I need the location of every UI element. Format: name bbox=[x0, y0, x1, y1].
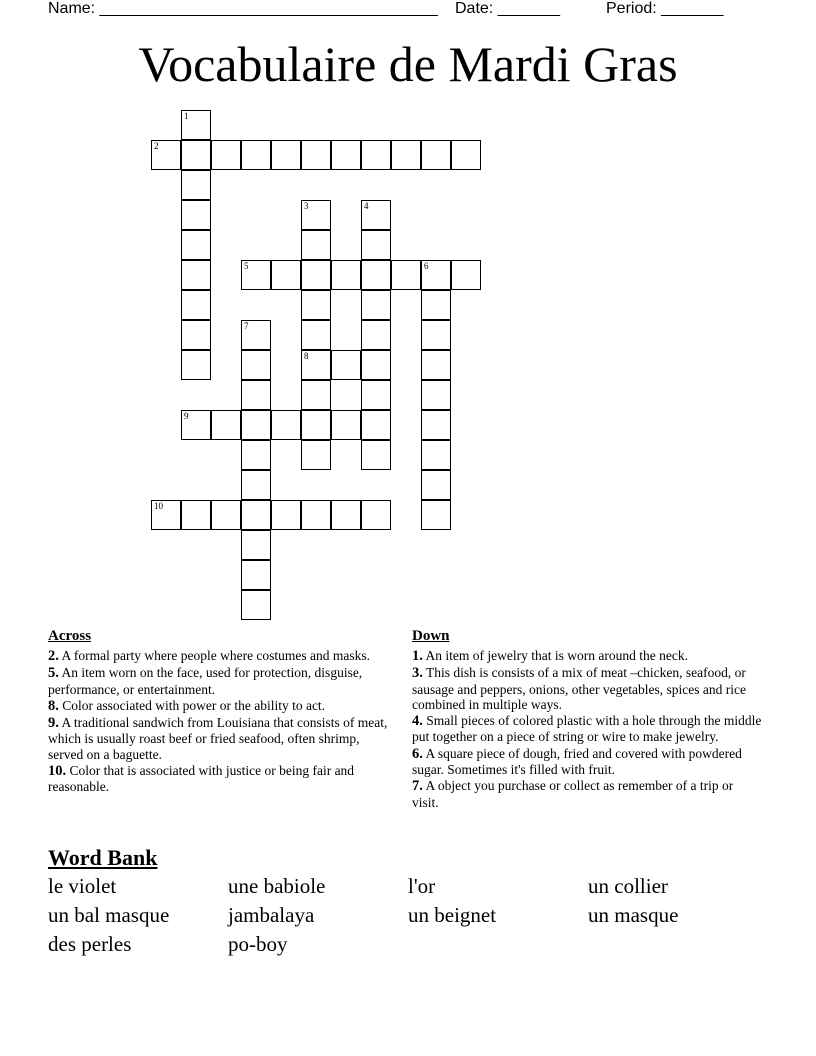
clue-down-6: 6. A square piece of dough, fried and covered with powdered sugar. Sometimes it's filled with fruit. bbox=[412, 745, 742, 778]
crossword-cell[interactable] bbox=[181, 500, 211, 530]
clue-across-8: 8. Color associated with power or the ability to act. bbox=[48, 697, 326, 714]
crossword-cell[interactable] bbox=[421, 410, 451, 440]
word-bank-item: po-boy bbox=[228, 932, 288, 956]
crossword-cell[interactable] bbox=[241, 350, 271, 380]
crossword-cell[interactable] bbox=[301, 410, 331, 440]
crossword-cell[interactable] bbox=[181, 230, 211, 260]
clue-number: 3 bbox=[304, 201, 309, 211]
crossword-cell[interactable] bbox=[361, 410, 391, 440]
crossword-cell[interactable] bbox=[361, 290, 391, 320]
word-bank-title: Word Bank bbox=[48, 845, 158, 870]
crossword-cell[interactable] bbox=[181, 170, 211, 200]
across-heading: Across bbox=[48, 628, 92, 644]
word-bank-item: le violet bbox=[48, 874, 117, 898]
crossword-cell[interactable] bbox=[181, 410, 211, 440]
crossword-cell[interactable] bbox=[421, 440, 451, 470]
crossword-cell[interactable] bbox=[451, 260, 481, 290]
crossword-cell[interactable] bbox=[421, 260, 451, 290]
crossword-cell[interactable] bbox=[211, 410, 241, 440]
clue-number: 10 bbox=[154, 501, 163, 511]
clue-number: 7 bbox=[244, 321, 249, 331]
word-bank-item: un masque bbox=[588, 903, 679, 927]
crossword-cell[interactable] bbox=[241, 380, 271, 410]
crossword-cell[interactable] bbox=[241, 410, 271, 440]
crossword-cell[interactable] bbox=[301, 200, 331, 230]
crossword-cell[interactable] bbox=[241, 530, 271, 560]
crossword-cell[interactable] bbox=[181, 320, 211, 350]
crossword-cell[interactable] bbox=[331, 350, 361, 380]
clue-number: 9 bbox=[184, 411, 189, 421]
word-bank-item: des perles bbox=[48, 932, 132, 956]
crossword-cell[interactable] bbox=[421, 320, 451, 350]
clue-number: 6 bbox=[424, 261, 429, 271]
crossword-cell[interactable] bbox=[421, 500, 451, 530]
crossword-cell[interactable] bbox=[301, 500, 331, 530]
crossword-cell[interactable] bbox=[361, 500, 391, 530]
crossword-cell[interactable] bbox=[301, 260, 331, 290]
crossword-cell[interactable] bbox=[331, 260, 361, 290]
crossword-cell[interactable] bbox=[421, 350, 451, 380]
clue-across-9: 9. A traditional sandwich from Louisiana that consists of meat, which is usually roast beef or fried seafood, often shrimp, served on a baguette. bbox=[48, 715, 388, 762]
crossword-cell[interactable] bbox=[301, 290, 331, 320]
crossword-cell[interactable] bbox=[391, 140, 421, 170]
crossword-cell[interactable] bbox=[151, 140, 181, 170]
clue-down-7: 7. A object you purchase or collect as remember of a trip or visit. bbox=[412, 778, 734, 810]
crossword-cell[interactable] bbox=[451, 140, 481, 170]
clue-number: 5 bbox=[244, 261, 249, 271]
crossword-cell[interactable] bbox=[241, 470, 271, 500]
crossword-cell[interactable] bbox=[181, 350, 211, 380]
crossword-cell[interactable] bbox=[181, 110, 211, 140]
period-label: Period: _______ bbox=[606, 0, 724, 17]
word-bank-item: une babiole bbox=[228, 874, 326, 898]
down-heading: Down bbox=[412, 628, 450, 644]
page-title: Vocabulaire de Mardi Gras bbox=[138, 36, 678, 92]
crossword-cell[interactable] bbox=[421, 470, 451, 500]
crossword-cell[interactable] bbox=[331, 140, 361, 170]
down-clues bbox=[412, 628, 762, 811]
crossword-cell[interactable] bbox=[361, 230, 391, 260]
crossword-cell[interactable] bbox=[301, 320, 331, 350]
date-label: Date: _______ bbox=[455, 0, 560, 17]
crossword-cell[interactable] bbox=[331, 410, 361, 440]
crossword-cell[interactable] bbox=[241, 260, 271, 290]
crossword-cell[interactable] bbox=[211, 140, 241, 170]
crossword-cell[interactable] bbox=[181, 260, 211, 290]
clue-down-3: 3. This dish is consists of a mix of meat –chicken, seafood, or sausage and peppers, onions, other vegetables, spices and rice combined in multiple ways. bbox=[412, 665, 747, 712]
crossword-cell[interactable] bbox=[421, 140, 451, 170]
across-clues bbox=[48, 628, 398, 796]
crossword-cell[interactable] bbox=[241, 440, 271, 470]
clue-down-4: 4. Small pieces of colored plastic with a hole through the middle put together on a piece of string or wire to make jewelry. bbox=[412, 713, 762, 745]
crossword-cell[interactable] bbox=[301, 440, 331, 470]
crossword-cell[interactable] bbox=[391, 260, 421, 290]
crossword-cell[interactable] bbox=[241, 500, 271, 530]
clue-number: 8 bbox=[304, 351, 309, 361]
name-label: Name: ______________________________________ bbox=[48, 0, 438, 17]
crossword-cell[interactable] bbox=[241, 590, 271, 620]
crossword-cell[interactable] bbox=[331, 500, 361, 530]
crossword-cell[interactable] bbox=[301, 230, 331, 260]
word-bank-item: un collier bbox=[588, 874, 668, 898]
clue-across-5: 5. An item worn on the face, used for protection, disguise, performance, or entertainment. bbox=[48, 665, 363, 697]
crossword-cell[interactable] bbox=[241, 560, 271, 590]
crossword-cell[interactable] bbox=[361, 440, 391, 470]
crossword-cell[interactable] bbox=[211, 500, 241, 530]
clue-across-10: 10. Color that is associated with justice or being fair and reasonable. bbox=[48, 763, 355, 795]
clue-number: 4 bbox=[364, 201, 369, 211]
crossword-cell[interactable] bbox=[361, 140, 391, 170]
clue-across-2: 2. A formal party where people where costumes and masks. bbox=[48, 648, 371, 664]
word-bank-item: jambalaya bbox=[228, 903, 315, 927]
crossword-cell[interactable] bbox=[301, 350, 331, 380]
clue-down-1: 1. An item of jewelry that is worn around the neck. bbox=[412, 648, 688, 664]
crossword-cell[interactable] bbox=[271, 140, 301, 170]
word-bank-item: l'or bbox=[408, 874, 436, 898]
crossword-cell[interactable] bbox=[241, 320, 271, 350]
word-bank-item: un beignet bbox=[408, 903, 497, 927]
crossword-cell[interactable] bbox=[361, 320, 391, 350]
crossword-cell[interactable] bbox=[151, 500, 181, 530]
crossword-cell[interactable] bbox=[241, 140, 271, 170]
crossword-cell[interactable] bbox=[361, 260, 391, 290]
crossword-cell[interactable] bbox=[271, 410, 301, 440]
word-bank-item: un bal masque bbox=[48, 903, 170, 927]
crossword-cell[interactable] bbox=[301, 140, 331, 170]
crossword-cell[interactable] bbox=[181, 200, 211, 230]
crossword-cell[interactable] bbox=[361, 380, 391, 410]
crossword-cell[interactable] bbox=[181, 140, 211, 170]
crossword-cell[interactable] bbox=[301, 380, 331, 410]
crossword-cell[interactable] bbox=[361, 350, 391, 380]
crossword-cell[interactable] bbox=[271, 500, 301, 530]
crossword-cell[interactable] bbox=[181, 290, 211, 320]
crossword-cell[interactable] bbox=[421, 380, 451, 410]
crossword-cell[interactable] bbox=[271, 260, 301, 290]
crossword-cell[interactable] bbox=[421, 290, 451, 320]
clue-number: 2 bbox=[154, 141, 159, 151]
clue-number: 1 bbox=[184, 111, 189, 121]
crossword-cell[interactable] bbox=[361, 200, 391, 230]
